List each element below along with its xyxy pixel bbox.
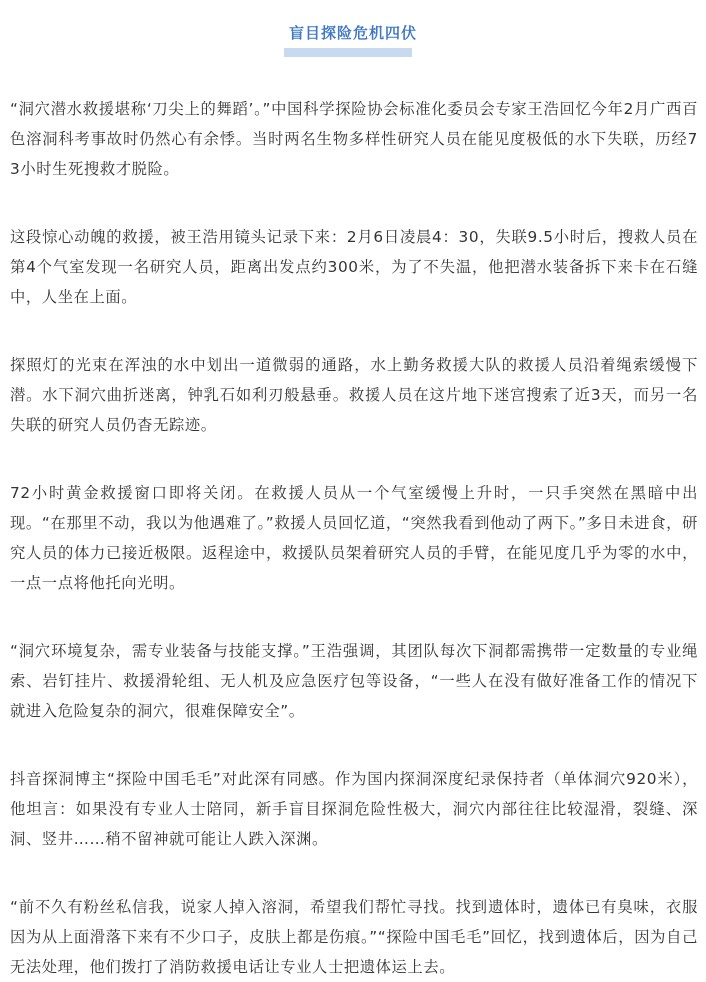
article-body — [10, 94, 698, 982]
article-title: 盲目探险危机四伏 — [288, 24, 417, 42]
paragraph: “前不久有粉丝私信我，说家人掉入溶洞，希望我们帮忙寻找。找到遗体时，遗体已有臭味，衣服因为从上面滑落下来有不少口子，皮肤上都是伤痕。”“探险中国毛毛”回忆，找到遗体后，因为自己无法处理，他们拨打了消防救援电话让专业人士把遗体运上去。 — [10, 898, 698, 976]
paragraph: “洞穴环境复杂，需专业装备与技能支撑。”王浩强调，其团队每次下洞都需携带一定数量的专业绳索、岩钉挂片、救援滑轮组、无人机及应急医疗包等设备，“一些人在没有做好准备工作的情况下就进入危险复杂的洞穴，很难保障安全”。 — [10, 642, 698, 720]
paragraph: 探照灯的光束在浑浊的水中划出一道微弱的通路，水上勤务救援大队的救援人员沿着绳索缓慢下潜。水下洞穴曲折迷离，钟乳石如利刃般悬垂。救援人员在这片地下迷宫搜索了近3天，而另一名失联的研究人员仍杳无踪迹。 — [10, 356, 698, 434]
paragraph: 抖音探洞博主“探险中国毛毛”对此深有同感。作为国内探洞深度纪录保持者（单体洞穴920米），他坦言：如果没有专业人士陪同，新手盲目探洞危险性极大，洞穴内部往往比较湿滑，裂缝、深洞、竖井……稍不留神就可能让人跌入深渊。 — [10, 770, 698, 848]
paragraph: “洞穴潜水救援堪称‘刀尖上的舞蹈’。”中国科学探险协会标准化委员会专家王浩回忆今年2月广西百色溶洞科考事故时仍然心有余悸。当时两名生物多样性研究人员在能见度极低的水下失联，历经73小时生死搜救才脱险。 — [10, 100, 698, 178]
paragraph: 72小时黄金救援窗口即将关闭。在救援人员从一个气室缓慢上升时，一只手突然在黑暗中出现。“在那里不动，我以为他遇难了。”救援人员回忆道，“突然我看到他动了两下。”多日未进食，研究人员的体力已接近极限。返程途中，救援队员架着研究人员的手臂，在能见度几乎为零的水中，一点一点将他托向光明。 — [10, 484, 698, 592]
title-underline-bar — [284, 48, 412, 57]
article-header — [0, 20, 706, 46]
paragraph: 这段惊心动魄的救援，被王浩用镜头记录下来：2月6日凌晨4：30，失联9.5小时后，搜救人员在第4个气室发现一名研究人员，距离出发点约300米，为了不失温，他把潜水装备拆下来卡在石缝中，人坐在上面。 — [10, 228, 698, 306]
